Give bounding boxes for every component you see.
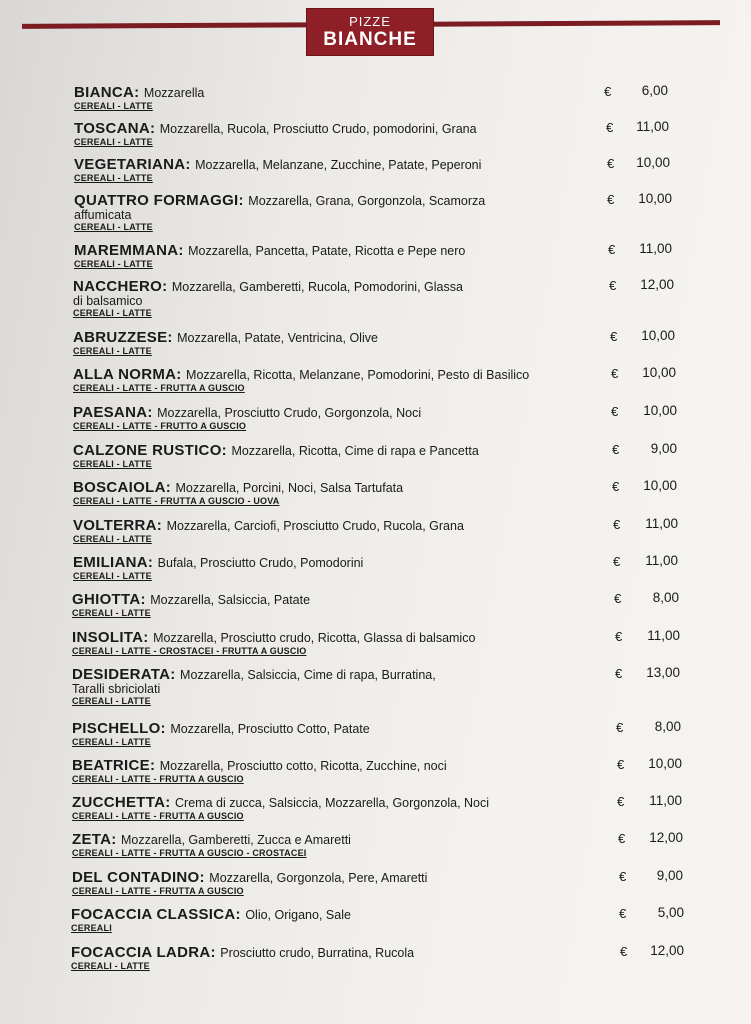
- price: 10,00: [643, 478, 677, 493]
- allergen-list: CEREALI - LATTE - FRUTTA A GUSCIO: [72, 886, 244, 896]
- allergen-list: CEREALI - LATTE: [72, 608, 151, 618]
- name-separator: :: [221, 442, 232, 459]
- price: 12,00: [649, 830, 683, 845]
- pizza-ingredients: Mozzarella, Salsiccia, Cime di rapa, Burratina,: [180, 668, 436, 682]
- euro-sign: €: [606, 120, 614, 135]
- pizza-name: DESIDERATA: [72, 666, 171, 683]
- section-header-title: BIANCHE: [323, 29, 417, 50]
- name-separator: :: [167, 329, 178, 346]
- pizza-ingredients: Mozzarella, Porcini, Noci, Salsa Tartufata: [175, 481, 404, 495]
- allergen-list: CEREALI - LATTE: [71, 961, 150, 971]
- menu-item-line: [71, 945, 711, 961]
- pizza-ingredients: Mozzarella, Prosciutto Cotto, Patate: [170, 722, 370, 736]
- pizza-ingredients: Mozzarella, Rucola, Prosciutto Crudo, pomodorini, Grana: [159, 122, 477, 136]
- name-separator: :: [147, 554, 158, 571]
- name-separator: :: [111, 831, 122, 848]
- euro-sign: €: [611, 366, 619, 381]
- price: 12,00: [650, 943, 684, 958]
- price: 10,00: [636, 155, 670, 170]
- pizza-ingredients: Mozzarella, Gorgonzola, Pere, Amaretti: [209, 871, 428, 885]
- pizza-ingredients-continued: di balsamico: [73, 294, 143, 308]
- allergen-list: CEREALI - LATTE: [72, 696, 151, 706]
- price: 11,00: [639, 241, 672, 256]
- pizza-ingredients: Mozzarella, Salsiccia, Patate: [150, 593, 311, 607]
- allergen-list: CEREALI - LATTE: [73, 308, 152, 318]
- pizza-ingredients: Mozzarella, Prosciutto crudo, Ricotta, Glassa di balsamico: [153, 631, 476, 645]
- allergen-list: CEREALI: [71, 923, 112, 933]
- allergen-list: CEREALI - LATTE: [73, 459, 152, 469]
- pizza-ingredients: Prosciutto crudo, Burratina, Rucola: [220, 946, 415, 960]
- price: 11,00: [647, 628, 680, 643]
- menu-item: [72, 832, 712, 859]
- euro-sign: €: [615, 666, 623, 681]
- euro-sign: €: [619, 906, 627, 921]
- menu-item-line: [72, 758, 712, 774]
- price: 10,00: [641, 328, 675, 343]
- euro-sign: €: [617, 757, 625, 772]
- pizza-ingredients-continued: affumicata: [74, 208, 132, 222]
- price: 9,00: [656, 868, 683, 883]
- pizza-ingredients: Olio, Origano, Sale: [245, 908, 351, 922]
- pizza-name: NACCHERO: [73, 278, 163, 295]
- name-separator: :: [147, 404, 158, 421]
- allergen-list: CEREALI - LATTE: [74, 137, 153, 147]
- pizza-name: FOCACCIA LADRA: [71, 944, 211, 961]
- euro-sign: €: [616, 720, 624, 735]
- pizza-name: PISCHELLO: [72, 720, 161, 737]
- pizza-ingredients: Mozzarella, Melanzane, Zucchine, Patate, Peperoni: [195, 158, 482, 172]
- name-separator: :: [160, 720, 171, 737]
- menu-item: [71, 907, 711, 934]
- pizza-name: BOSCAIOLA: [73, 479, 166, 496]
- pizza-ingredients: Mozzarella, Carciofi, Prosciutto Crudo, Rucola, Grana: [166, 519, 464, 533]
- name-separator: :: [235, 906, 246, 923]
- allergen-list: CEREALI - LATTE - FRUTTA A GUSCIO: [72, 774, 244, 784]
- pizza-name: FOCACCIA CLASSICA: [71, 906, 236, 923]
- euro-sign: €: [613, 517, 621, 532]
- pizza-ingredients: Mozzarella: [143, 86, 205, 100]
- euro-sign: €: [611, 404, 619, 419]
- pizza-name: ABRUZZESE: [73, 329, 168, 346]
- name-separator: :: [156, 517, 167, 534]
- price: 10,00: [643, 403, 677, 418]
- pizza-name: MAREMMANA: [74, 242, 179, 259]
- name-separator: :: [149, 757, 160, 774]
- name-separator: :: [140, 591, 151, 608]
- menu-item: [72, 870, 712, 897]
- allergen-list: CEREALI - LATTE - FRUTTA A GUSCIO - CROSTACEI: [72, 848, 307, 858]
- pizza-ingredients: Mozzarella, Gamberetti, Rucola, Pomodorini, Glassa: [171, 280, 463, 294]
- price: 13,00: [646, 665, 680, 680]
- name-separator: :: [178, 242, 189, 259]
- name-separator: :: [134, 84, 144, 101]
- price: 10,00: [638, 191, 672, 206]
- euro-sign: €: [607, 192, 615, 207]
- price: 9,00: [650, 441, 677, 456]
- pizza-name: BEATRICE: [72, 757, 150, 774]
- euro-sign: €: [604, 84, 612, 99]
- allergen-list: CEREALI - LATTE: [73, 571, 152, 581]
- pizza-name: QUATTRO FORMAGGI: [74, 192, 239, 209]
- name-separator: :: [210, 944, 221, 961]
- pizza-name: ZETA: [72, 831, 112, 848]
- allergen-list: CEREALI - LATTE: [73, 346, 152, 356]
- price: 5,00: [657, 905, 684, 920]
- pizza-name: INSOLITA: [72, 629, 144, 646]
- menu-item-line: [72, 870, 712, 886]
- allergen-list: CEREALI - LATTE - FRUTTO A GUSCIO: [73, 421, 247, 431]
- price: 11,00: [649, 793, 682, 808]
- name-separator: :: [150, 120, 160, 137]
- pizza-name: ALLA NORMA: [73, 366, 177, 383]
- price: 11,00: [645, 553, 678, 568]
- pizza-ingredients: Mozzarella, Pancetta, Patate, Ricotta e Pepe nero: [188, 244, 466, 258]
- allergen-list: CEREALI - LATTE: [72, 737, 151, 747]
- euro-sign: €: [612, 442, 620, 457]
- allergen-list: CEREALI - LATTE: [74, 222, 153, 232]
- euro-sign: €: [607, 156, 615, 171]
- name-separator: :: [165, 794, 176, 811]
- pizza-name: TOSCANA: [74, 120, 150, 137]
- euro-sign: €: [612, 479, 620, 494]
- allergen-list: CEREALI - LATTE - FRUTTA A GUSCIO: [73, 383, 245, 393]
- pizza-ingredients: Mozzarella, Gamberetti, Zucca e Amaretti: [121, 833, 351, 847]
- price: 8,00: [654, 719, 681, 734]
- euro-sign: €: [618, 831, 626, 846]
- allergen-list: CEREALI - LATTE: [74, 173, 153, 183]
- pizza-name: VOLTERRA: [73, 517, 157, 534]
- price: 10,00: [648, 756, 682, 771]
- euro-sign: €: [617, 794, 625, 809]
- price: 8,00: [652, 590, 679, 605]
- menu-item: [71, 945, 711, 972]
- name-separator: :: [199, 869, 210, 886]
- name-separator: :: [176, 366, 187, 383]
- name-separator: :: [162, 278, 172, 295]
- pizza-name: DEL CONTADINO: [72, 869, 200, 886]
- allergen-list: CEREALI - LATTE - FRUTTA A GUSCIO: [72, 811, 244, 821]
- name-separator: :: [165, 479, 176, 496]
- pizza-name: ZUCCHETTA: [72, 794, 166, 811]
- menu-item: [72, 758, 712, 785]
- price: 12,00: [640, 277, 674, 292]
- euro-sign: €: [615, 629, 623, 644]
- pizza-ingredients: Crema di zucca, Salsiccia, Mozzarella, Gorgonzola, Noci: [175, 796, 490, 810]
- name-separator: :: [185, 156, 196, 173]
- price: 11,00: [636, 119, 669, 134]
- pizza-ingredients: Mozzarella, Patate, Ventricina, Olive: [177, 331, 378, 345]
- pizza-name: CALZONE RUSTICO: [73, 442, 222, 459]
- menu-item: [72, 795, 712, 822]
- price: 10,00: [642, 365, 676, 380]
- price: 6,00: [641, 83, 668, 98]
- allergen-list: CEREALI - LATTE: [74, 101, 153, 111]
- menu-item-line: [71, 907, 711, 923]
- pizza-ingredients: Mozzarella, Ricotta, Cime di rapa e Pancetta: [231, 444, 479, 458]
- menu-item-line: [72, 795, 712, 811]
- euro-sign: €: [609, 278, 617, 293]
- section-header-top: PIZZE: [349, 14, 391, 29]
- euro-sign: €: [613, 554, 621, 569]
- name-separator: :: [238, 192, 249, 209]
- euro-sign: €: [610, 329, 618, 344]
- pizza-ingredients: Mozzarella, Prosciutto cotto, Ricotta, Zucchine, noci: [159, 759, 447, 773]
- allergen-list: CEREALI - LATTE: [74, 259, 153, 269]
- allergen-list: CEREALI - LATTE - FRUTTA A GUSCIO - UOVA: [73, 496, 280, 506]
- pizza-ingredients: Mozzarella, Grana, Gorgonzola, Scamorza: [248, 194, 486, 208]
- allergen-list: CEREALI - LATTE: [73, 534, 152, 544]
- pizza-name: EMILIANA: [73, 554, 148, 571]
- price: 11,00: [645, 516, 678, 531]
- euro-sign: €: [614, 591, 622, 606]
- euro-sign: €: [608, 242, 616, 257]
- pizza-name: BIANCA: [74, 84, 135, 101]
- allergen-list: CEREALI - LATTE - CROSTACEI - FRUTTA A GUSCIO: [72, 646, 307, 656]
- name-separator: :: [143, 629, 154, 646]
- pizza-name: GHIOTTA: [72, 591, 141, 608]
- section-header: [306, 8, 434, 56]
- pizza-ingredients: Mozzarella, Ricotta, Melanzane, Pomodorini, Pesto di Basilico: [186, 368, 530, 382]
- euro-sign: €: [619, 869, 627, 884]
- name-separator: :: [170, 666, 181, 683]
- menu-item-line: [72, 832, 712, 848]
- pizza-name: VEGETARIANA: [74, 156, 186, 173]
- pizza-ingredients: Mozzarella, Prosciutto Crudo, Gorgonzola, Noci: [157, 406, 422, 420]
- pizza-ingredients: Bufala, Prosciutto Crudo, Pomodorini: [157, 556, 364, 570]
- pizza-ingredients-continued: Taralli sbriciolati: [72, 682, 161, 696]
- euro-sign: €: [620, 944, 628, 959]
- pizza-name: PAESANA: [73, 404, 148, 421]
